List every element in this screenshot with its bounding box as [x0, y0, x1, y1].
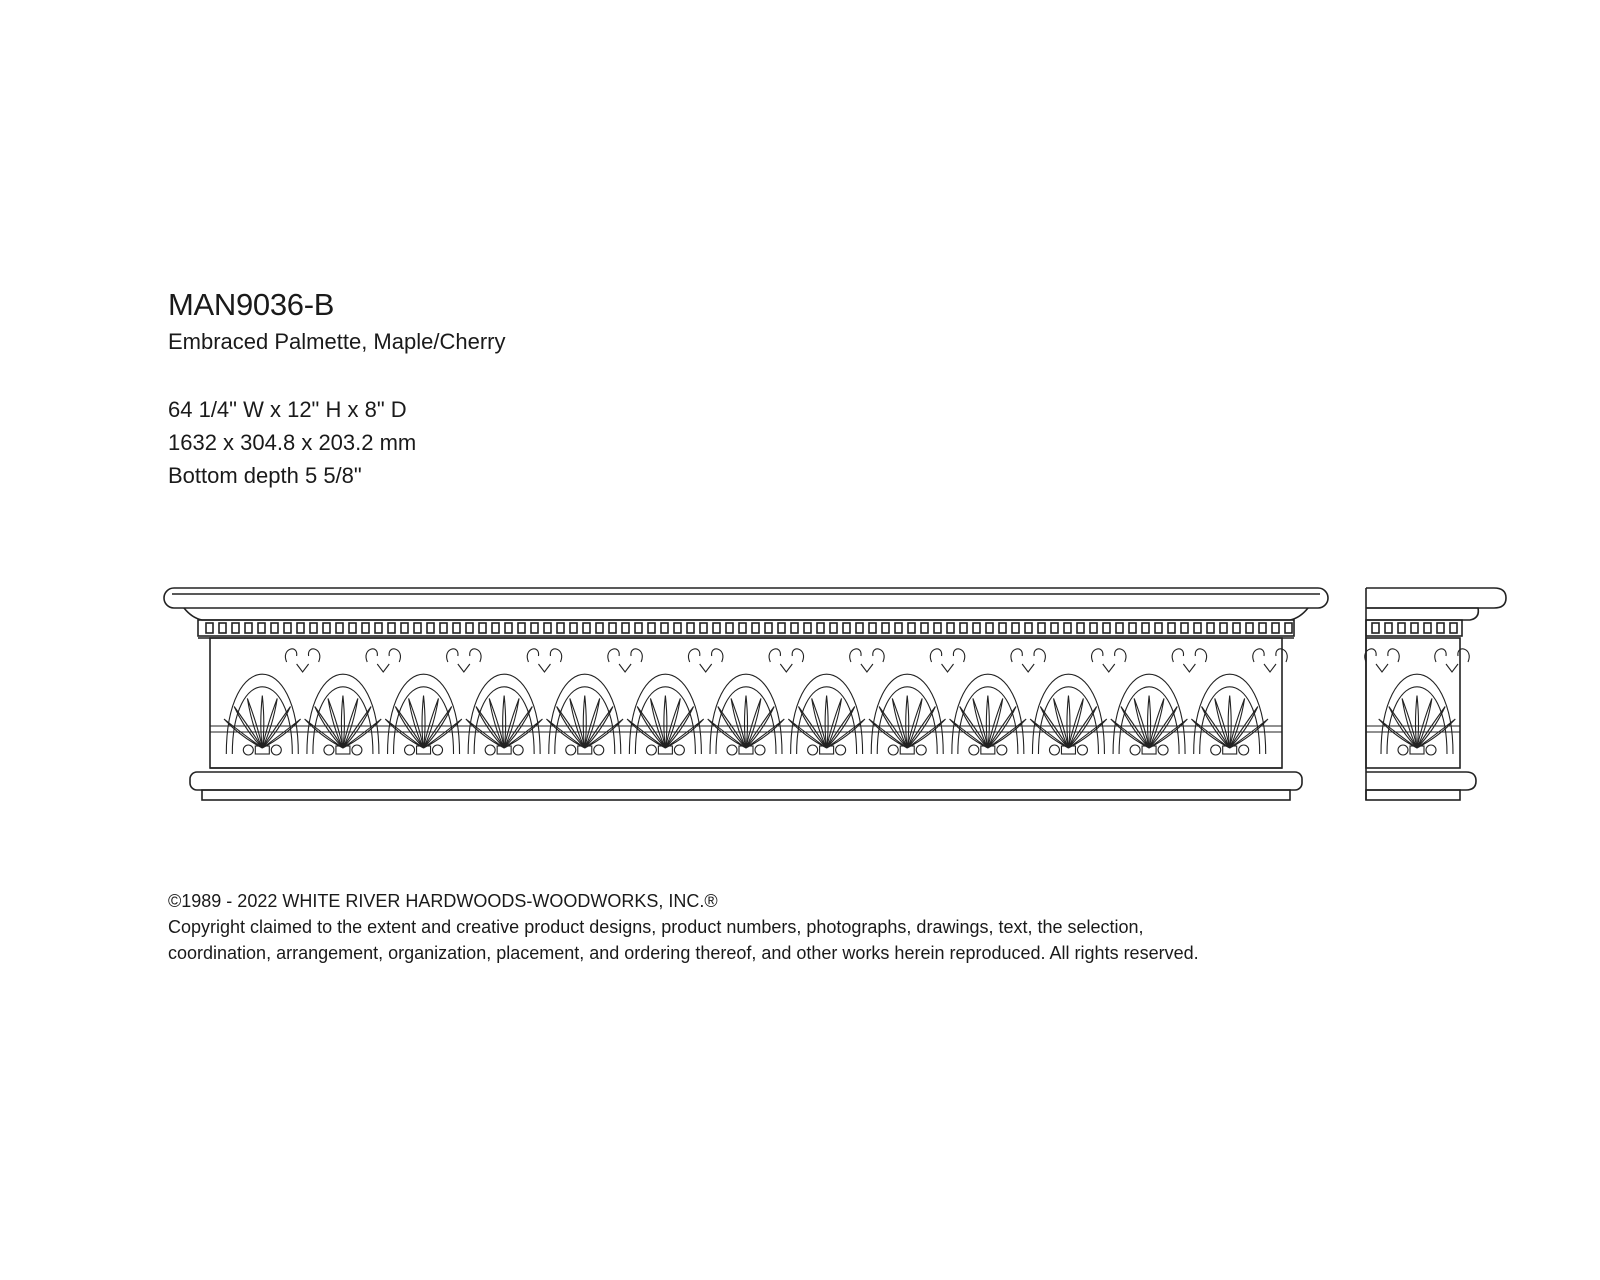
copyright-line-1: ©1989 - 2022 WHITE RIVER HARDWOODS-WOODWORKS, INC.® — [168, 891, 718, 911]
palmette-motif — [224, 674, 301, 755]
palmette-leaf — [234, 707, 262, 748]
scroll-curl — [712, 649, 723, 662]
palmette-leaf — [664, 696, 667, 748]
scroll-curl — [285, 649, 296, 662]
palmette-leaf — [718, 707, 746, 748]
palmette-leaf — [585, 707, 613, 748]
product-info — [168, 287, 1068, 492]
dentil-block — [791, 623, 798, 633]
scroll-drop — [1183, 664, 1195, 672]
dentil-block — [388, 623, 395, 633]
palmette-leaf — [906, 696, 909, 748]
palmette-leaf — [422, 696, 425, 748]
palmette-volute — [243, 745, 253, 755]
dentil-block — [1220, 623, 1227, 633]
palmette-volute — [433, 745, 443, 755]
scroll-drop — [942, 664, 954, 672]
palmette-volute — [836, 745, 846, 755]
palmette-leaf — [557, 707, 585, 748]
dentil-block — [1064, 623, 1071, 633]
dentil-block — [440, 623, 447, 633]
scroll-motif — [285, 649, 319, 672]
dentil-block — [505, 623, 512, 633]
palmette-volute — [969, 745, 979, 755]
dentil-block — [999, 623, 1006, 633]
dentil-block — [986, 623, 993, 633]
palmette-volute — [324, 745, 334, 755]
dentil-block — [869, 623, 876, 633]
dimensions — [168, 393, 1068, 492]
dentil-block — [1285, 623, 1292, 633]
side-cove — [1366, 608, 1478, 620]
dentil-block — [687, 623, 694, 633]
scroll-motif — [1172, 649, 1206, 672]
palmette-leaf — [637, 707, 665, 748]
scroll-drop — [1264, 664, 1276, 672]
dentil-block — [934, 623, 941, 633]
scroll-curl — [447, 649, 458, 662]
side-profile-drawing — [1362, 586, 1510, 812]
scroll-motif — [1011, 649, 1045, 672]
dentil-block — [1129, 623, 1136, 633]
dentil-block — [206, 623, 213, 633]
palmette-motif — [708, 674, 785, 755]
scroll-curl — [953, 649, 964, 662]
dentil-block — [1142, 623, 1149, 633]
scroll-curl — [850, 649, 861, 662]
scroll-curl — [608, 649, 619, 662]
dentil-block — [661, 623, 668, 633]
dentil-block — [310, 623, 317, 633]
dentil-block — [375, 623, 382, 633]
dentil-block — [635, 623, 642, 633]
dentil-block — [765, 623, 772, 633]
front-elevation-drawing — [162, 586, 1330, 812]
dentil-block — [1103, 623, 1110, 633]
dentil-block — [557, 623, 564, 633]
dentil-block — [570, 623, 577, 633]
dentil-block — [479, 623, 486, 633]
palmette-volute — [594, 745, 604, 755]
scroll-drop — [1446, 664, 1458, 672]
palmette-leaf — [907, 707, 935, 748]
scroll-curl — [792, 649, 803, 662]
palmette-volute — [1211, 745, 1221, 755]
scroll-drop — [780, 664, 792, 672]
dentil-block — [960, 623, 967, 633]
palmette-motif — [1030, 674, 1107, 755]
cove-molding — [184, 608, 1308, 620]
dentil-block — [219, 623, 226, 633]
scroll-motif — [1435, 649, 1469, 672]
palmette-leaf — [825, 696, 828, 748]
palmette-volute — [916, 745, 926, 755]
palmette-leaf — [424, 707, 452, 748]
palmette-leaf — [583, 696, 586, 748]
dentil-block — [336, 623, 343, 633]
dentil-block — [752, 623, 759, 633]
dentil-block — [492, 623, 499, 633]
mantel-top-cap — [164, 588, 1328, 608]
scroll-curl — [930, 649, 941, 662]
palmette-leaf — [1149, 707, 1177, 748]
scroll-motif — [850, 649, 884, 672]
dentil-block — [258, 623, 265, 633]
palmette-volute — [1130, 745, 1140, 755]
dimensions-imperial: 64 1/4" W x 12" H x 8" D — [168, 397, 407, 422]
palmette-leaf — [1121, 707, 1149, 748]
palmette-leaf — [798, 707, 826, 748]
dentil-block — [778, 623, 785, 633]
palmette-motif — [627, 674, 704, 755]
dentil-block — [349, 623, 356, 633]
scroll-curl — [1034, 649, 1045, 662]
palmette-volute — [405, 745, 415, 755]
dentil-block — [947, 623, 954, 633]
palmette-motif — [788, 674, 865, 755]
side-base-plinth — [1366, 790, 1460, 800]
dentil-block — [726, 623, 733, 633]
scroll-curl — [1011, 649, 1022, 662]
palmette-leaf — [476, 707, 504, 748]
base-molding — [190, 772, 1302, 790]
palmette-leaf — [261, 696, 264, 748]
scroll-curl — [1195, 649, 1206, 662]
dentil-block — [362, 623, 369, 633]
palmette-leaf — [1389, 707, 1417, 748]
product-code: MAN9036-B — [168, 287, 335, 322]
palmette-leaf — [341, 696, 344, 748]
scroll-motif — [1365, 649, 1399, 672]
bottom-depth: Bottom depth 5 5/8" — [168, 463, 362, 488]
palmette-leaf — [1416, 696, 1419, 748]
scroll-curl — [1172, 649, 1183, 662]
side-dentil-block — [1450, 623, 1457, 633]
dentil-block — [1025, 623, 1032, 633]
dentil-block — [856, 623, 863, 633]
dentil-block — [1090, 623, 1097, 633]
palmette-motif — [1379, 674, 1456, 755]
dentil-block — [414, 623, 421, 633]
scroll-curl — [1388, 649, 1399, 662]
dentil-block — [453, 623, 460, 633]
palmette-volute — [1158, 745, 1168, 755]
scroll-curl — [1253, 649, 1264, 662]
palmette-volute — [727, 745, 737, 755]
dentil-block — [609, 623, 616, 633]
frieze-body — [210, 638, 1282, 768]
palmette-motif — [869, 674, 946, 755]
scroll-drop — [619, 664, 631, 672]
scroll-curl — [550, 649, 561, 662]
scroll-motif — [769, 649, 803, 672]
dentil-block — [1207, 623, 1214, 633]
scroll-drop — [538, 664, 550, 672]
dentil-block — [700, 623, 707, 633]
palmette-leaf — [665, 707, 693, 748]
palmette-leaf — [262, 707, 290, 748]
palmette-leaf — [879, 707, 907, 748]
palmette-volute — [1398, 745, 1408, 755]
palmette-volute — [808, 745, 818, 755]
scroll-drop — [1022, 664, 1034, 672]
dentil-block — [1155, 623, 1162, 633]
scroll-drop — [297, 664, 309, 672]
scroll-motif — [1092, 649, 1126, 672]
scroll-motif — [688, 649, 722, 672]
scroll-curl — [631, 649, 642, 662]
scroll-drop — [377, 664, 389, 672]
dentil-block — [622, 623, 629, 633]
palmette-leaf — [746, 707, 774, 748]
scroll-curl — [688, 649, 699, 662]
palmette-leaf — [1228, 696, 1231, 748]
dentil-block — [1233, 623, 1240, 633]
side-base-molding — [1366, 772, 1476, 790]
dentil-block — [830, 623, 837, 633]
scroll-curl — [1092, 649, 1103, 662]
scroll-drop — [458, 664, 470, 672]
palmette-volute — [755, 745, 765, 755]
palmette-volute — [271, 745, 281, 755]
palmette-volute — [1077, 745, 1087, 755]
dentil-block — [1246, 623, 1253, 633]
palmette-motif — [950, 674, 1027, 755]
palmette-motif — [546, 674, 623, 755]
dentil-block — [648, 623, 655, 633]
palmette-leaf — [343, 707, 371, 748]
palmette-volute — [888, 745, 898, 755]
dentil-block — [1051, 623, 1058, 633]
palmette-volute — [674, 745, 684, 755]
palmette-leaf — [504, 707, 532, 748]
side-dentil-block — [1398, 623, 1405, 633]
scroll-curl — [1115, 649, 1126, 662]
scroll-curl — [873, 649, 884, 662]
dentil-block — [271, 623, 278, 633]
dentil-block — [739, 623, 746, 633]
palmette-motif — [466, 674, 543, 755]
base-plinth — [202, 790, 1290, 800]
scroll-motif — [608, 649, 642, 672]
copyright-notice — [168, 888, 1548, 966]
dentil-block — [882, 623, 889, 633]
palmette-leaf — [395, 707, 423, 748]
product-name: Embraced Palmette, Maple/Cherry — [168, 329, 506, 354]
dentil-block — [1168, 623, 1175, 633]
dentil-block — [518, 623, 525, 633]
dentil-block — [1181, 623, 1188, 633]
dentil-block — [1038, 623, 1045, 633]
dentil-block — [583, 623, 590, 633]
palmette-motif — [1191, 674, 1268, 755]
palmette-leaf — [988, 707, 1016, 748]
dentil-block — [1259, 623, 1266, 633]
palmette-leaf — [315, 707, 343, 748]
dentil-block — [401, 623, 408, 633]
side-dentil-block — [1411, 623, 1418, 633]
scroll-curl — [308, 649, 319, 662]
palmette-leaf — [1230, 707, 1258, 748]
scroll-curl — [470, 649, 481, 662]
dentil-block — [921, 623, 928, 633]
dimensions-metric: 1632 x 304.8 x 203.2 mm — [168, 430, 417, 455]
palmette-volute — [1239, 745, 1249, 755]
palmette-leaf — [1202, 707, 1230, 748]
scroll-drop — [1103, 664, 1115, 672]
side-dentil-block — [1437, 623, 1444, 633]
palmette-motif — [385, 674, 462, 755]
dentil-block — [843, 623, 850, 633]
dentil-block — [466, 623, 473, 633]
palmette-volute — [485, 745, 495, 755]
scroll-motif — [930, 649, 964, 672]
palmette-volute — [513, 745, 523, 755]
palmette-leaf — [1417, 707, 1445, 748]
scroll-motif — [447, 649, 481, 672]
dentil-block — [245, 623, 252, 633]
copyright-line-2: Copyright claimed to the extent and creative product designs, product numbers, photographs, drawings, text, the selection, — [168, 917, 1144, 937]
dentil-block — [297, 623, 304, 633]
palmette-leaf — [1068, 707, 1096, 748]
palmette-leaf — [1148, 696, 1151, 748]
scroll-curl — [1435, 649, 1446, 662]
scroll-motif — [366, 649, 400, 672]
dentil-block — [596, 623, 603, 633]
dentil-block — [427, 623, 434, 633]
dentil-block — [323, 623, 330, 633]
palmette-volute — [1049, 745, 1059, 755]
scroll-curl — [366, 649, 377, 662]
dentil-block — [973, 623, 980, 633]
dentil-block — [908, 623, 915, 633]
dentil-block — [1272, 623, 1279, 633]
palmette-leaf — [827, 707, 855, 748]
palmette-leaf — [745, 696, 748, 748]
palmette-motif — [1111, 674, 1188, 755]
scroll-drop — [1376, 664, 1388, 672]
dentil-block — [1077, 623, 1084, 633]
palmette-leaf — [960, 707, 988, 748]
dentil-block — [817, 623, 824, 633]
side-dentil-block — [1424, 623, 1431, 633]
scroll-curl — [389, 649, 400, 662]
scroll-motif — [527, 649, 561, 672]
side-dentil-block — [1385, 623, 1392, 633]
palmette-volute — [646, 745, 656, 755]
palmette-volute — [566, 745, 576, 755]
scroll-drop — [861, 664, 873, 672]
dentil-block — [713, 623, 720, 633]
palmette-leaf — [1040, 707, 1068, 748]
dentil-block — [1194, 623, 1201, 633]
side-dentil-block — [1372, 623, 1379, 633]
dentil-block — [895, 623, 902, 633]
dentil-block — [531, 623, 538, 633]
palmette-motif — [305, 674, 382, 755]
dentil-block — [284, 623, 291, 633]
dentil-block — [232, 623, 239, 633]
dentil-block — [1116, 623, 1123, 633]
scroll-curl — [769, 649, 780, 662]
scroll-curl — [527, 649, 538, 662]
palmette-leaf — [503, 696, 506, 748]
dentil-block — [544, 623, 551, 633]
palmette-volute — [1426, 745, 1436, 755]
palmette-leaf — [986, 696, 989, 748]
palmette-volute — [997, 745, 1007, 755]
side-top-cap — [1366, 588, 1506, 608]
palmette-leaf — [1067, 696, 1070, 748]
dentil-block — [1012, 623, 1019, 633]
palmette-volute — [352, 745, 362, 755]
dentil-block — [674, 623, 681, 633]
scroll-drop — [700, 664, 712, 672]
dentil-block — [804, 623, 811, 633]
copyright-line-3: coordination, arrangement, organization, placement, and ordering thereof, and other works herein reproduced. All rights reserved. — [168, 943, 1199, 963]
